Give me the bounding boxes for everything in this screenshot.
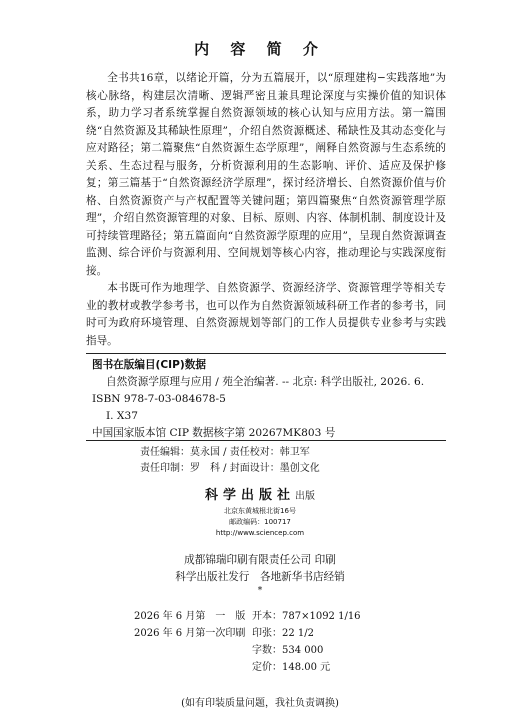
summary-paragraph-2: 本书既可作为地理学、自然资源学、资源经济学、资源管理学等相关专业的教材或教学参考书，也可以作为自然资源领域科研工作者的参考书，同时可为政府环境管理、自然资源规划等部门的工作人员提供专业参考与实践指导。 bbox=[86, 282, 446, 347]
cip-entry: 自然资源学原理与应用 / 苑全治编著. -- 北京: 科学出版社, 2026. 6. bbox=[106, 376, 425, 388]
editor-credits: 责任编辑：莫永国 / 责任校对：韩卫军 bbox=[140, 447, 310, 458]
price: 定价：148.00 元 bbox=[252, 662, 331, 673]
format: 开本：787×1092 1/16 bbox=[252, 611, 361, 622]
edition-specs bbox=[134, 608, 394, 676]
summary-paragraph-1: 全书共16章，以绪论开篇，分为五篇展开，以“原理建构−实践落地”为核心脉络，构建层次清晰、逻辑严密且兼具理论深度与实操价值的知识体系，助力学习者系统掌握自然资源领域的核心认知与应用方法。第一篇围绕“自然资源及其稀缺性原理”，介绍自然资源概述、稀缺性及其动态变化与应对路径；第二篇聚焦“自然资源生态学原理”，阐释自然资源与生态系统的关系、生态过程与服务，分析资源利用的生态影响、评价、适应及保护修复；第三篇基于“自然资源经济学原理”，探讨经济增长、自然资源价值与价格、自然资源资产与产权配置等关键问题；第四篇聚焦“自然资源管理学原理”，介绍自然资源管理的对象、目标、原则、内容、体制机制、制度设计及可持续管理路径；第五篇面向“自然资源学原理的应用”，呈现自然资源调查监测、综合评价与资源利用、空间规划等核心内容，推动理论与实践深度衔接。 bbox=[86, 72, 446, 277]
distributor: 科学出版社发行 各地新华书店经销 bbox=[175, 571, 345, 583]
separator-star: * bbox=[257, 586, 263, 596]
cip-bottom-rule bbox=[86, 440, 446, 441]
printer-name: 成都锦瑞印刷有限责任公司 印刷 bbox=[184, 554, 336, 566]
cip-record-number: 中国国家版本馆 CIP 数据核字第 20267MK803 号 bbox=[92, 427, 336, 439]
printing-date: 2026 年 6 月第一次印刷 bbox=[134, 628, 246, 639]
content-summary bbox=[86, 70, 446, 350]
credits-block bbox=[140, 445, 320, 477]
cip-block bbox=[92, 357, 442, 442]
publisher-name: 科学出版社 bbox=[204, 488, 295, 503]
publisher-address-block bbox=[0, 506, 520, 539]
cip-classification: Ⅰ. X37 bbox=[106, 410, 138, 422]
edition-row bbox=[134, 608, 394, 625]
cip-heading: 图书在版编目(CIP)数据 bbox=[92, 359, 206, 371]
publisher-postcode: 邮政编码：100717 bbox=[229, 518, 291, 526]
printing-block bbox=[0, 552, 520, 596]
publisher-website: http://www.sciencep.com bbox=[215, 529, 305, 537]
edition: 2026 年 6 月第 一 版 bbox=[134, 611, 246, 622]
cip-isbn: ISBN 978-7-03-084678-5 bbox=[92, 393, 226, 405]
publisher-suffix: 出版 bbox=[295, 491, 315, 502]
production-credits: 责任印制：罗 科 / 封面设计：墨创文化 bbox=[140, 463, 320, 474]
publisher-address: 北京东黄城根北街16号 bbox=[224, 507, 296, 515]
sheets: 印张：22 1/2 bbox=[252, 628, 314, 639]
quality-notice: (如有印装质量问题，我社负责调换) bbox=[181, 698, 339, 709]
cip-top-rule bbox=[86, 353, 446, 354]
page-title: 内 容 简 介 bbox=[194, 40, 326, 58]
printing-row bbox=[134, 625, 394, 642]
word-count: 字数：534 000 bbox=[252, 645, 324, 656]
publisher-logo bbox=[0, 484, 520, 503]
